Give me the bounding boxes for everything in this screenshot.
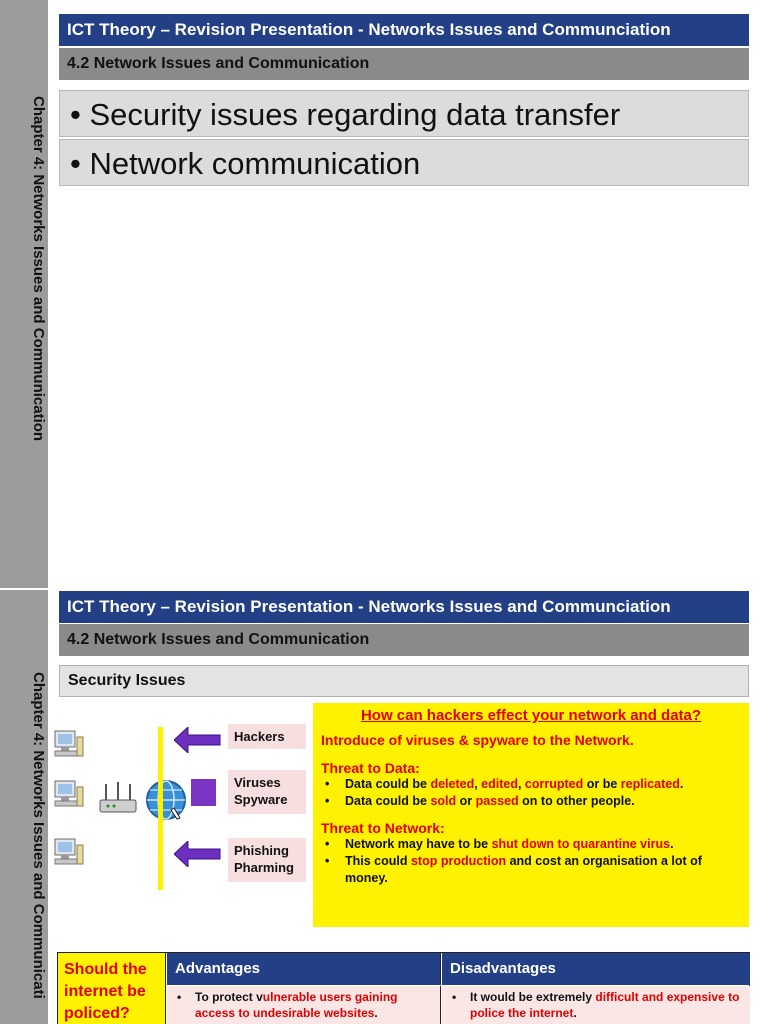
text-span: shut down to quarantine virus	[491, 837, 671, 851]
chapter-side-bar	[0, 590, 48, 1024]
text-span: passed	[475, 794, 519, 808]
chapter-label: Chapter 4: Networks Issues and Communicati	[30, 672, 47, 999]
globe-icon	[144, 778, 190, 824]
advantages-cell	[167, 986, 441, 1024]
threat-label-hackers	[228, 724, 306, 749]
text-span: Network may have to be	[345, 837, 492, 851]
disadvantages-cell	[442, 986, 750, 1024]
threat-label-phishing	[228, 838, 306, 882]
threat-label-line: Spyware	[234, 792, 288, 807]
text-span: sold	[430, 794, 457, 808]
section-subtitle: 4.2 Network Issues and Communication	[59, 624, 749, 656]
list-item	[321, 793, 741, 810]
threat-to-network-list	[321, 836, 741, 887]
threat-label-line: Phishing	[234, 843, 289, 858]
text-span: replicated	[620, 777, 680, 791]
list-item	[448, 989, 744, 1021]
threat-label-line: Hackers	[234, 729, 285, 744]
list-item	[321, 853, 741, 887]
text-span: To protect v	[195, 990, 263, 1004]
hacker-effects-intro: Introduce of viruses & spyware to the Network.	[321, 732, 634, 748]
text-span: Data could be	[345, 794, 431, 808]
presentation-title: ICT Theory – Revision Presentation - Networks Issues and Communciation	[59, 14, 749, 46]
connection-line	[158, 727, 163, 890]
text-span: .	[374, 1006, 378, 1020]
text-span: and cost an organisation a lot of money.	[345, 854, 702, 885]
threat-label-line: Pharming	[234, 860, 294, 875]
presentation-title: ICT Theory – Revision Presentation - Networks Issues and Communciation	[59, 591, 749, 623]
chapter-label: Chapter 4: Networks Issues and Communication	[30, 96, 47, 442]
computer-icon	[52, 836, 86, 870]
bullet-network-communication: • Network communication	[59, 139, 749, 186]
text-span: on to other people.	[518, 794, 635, 808]
text-span: .	[679, 777, 684, 791]
hacker-effects-box	[313, 703, 749, 927]
text-span: or	[456, 794, 476, 808]
list-item	[173, 989, 434, 1021]
threat-to-network-title: Threat to Network:	[321, 820, 445, 836]
hacker-effects-heading: How can hackers effect your network and data?	[360, 707, 702, 724]
text-span: This could	[345, 854, 411, 868]
disadvantages-header: Disadvantages	[442, 953, 750, 985]
text-span: stop production	[410, 854, 507, 868]
bullet-security-issues: • Security issues regarding data transfer	[59, 90, 749, 137]
text-span: It would be extremely	[470, 990, 596, 1004]
chapter-side-bar	[0, 0, 48, 588]
text-span: ulnerable users gaining access to undesirable websites	[195, 990, 398, 1020]
section-subtitle: 4.2 Network Issues and Communication	[59, 48, 749, 80]
security-issues-heading: Security Issues	[59, 665, 749, 697]
list-item	[321, 836, 741, 853]
arrow-left-icon	[174, 841, 222, 867]
threat-to-data-list	[321, 776, 741, 810]
list-item	[321, 776, 741, 793]
text-span: difficult and expensive to police the internet	[470, 990, 740, 1020]
text-span: ,	[517, 777, 525, 791]
policing-table	[57, 952, 750, 1024]
text-span: .	[670, 837, 674, 851]
arrow-left-icon	[174, 727, 222, 753]
computer-icon	[52, 728, 86, 762]
text-span: corrupted	[524, 777, 584, 791]
computer-icon	[52, 778, 86, 812]
text-span: ,	[474, 777, 482, 791]
text-span: or be	[583, 777, 621, 791]
text-span: deleted	[430, 777, 475, 791]
advantages-header: Advantages	[167, 953, 441, 985]
text-span: .	[573, 1006, 577, 1020]
router-icon	[98, 782, 138, 816]
arrow-block	[191, 779, 216, 806]
threat-label-line: Viruses	[234, 775, 281, 790]
threat-to-data-title: Threat to Data:	[321, 760, 420, 776]
threat-label-viruses	[228, 770, 306, 814]
policing-question: Should the internet be policed?	[58, 953, 166, 1024]
text-span: edited	[481, 777, 518, 791]
text-span: Data could be	[345, 777, 431, 791]
